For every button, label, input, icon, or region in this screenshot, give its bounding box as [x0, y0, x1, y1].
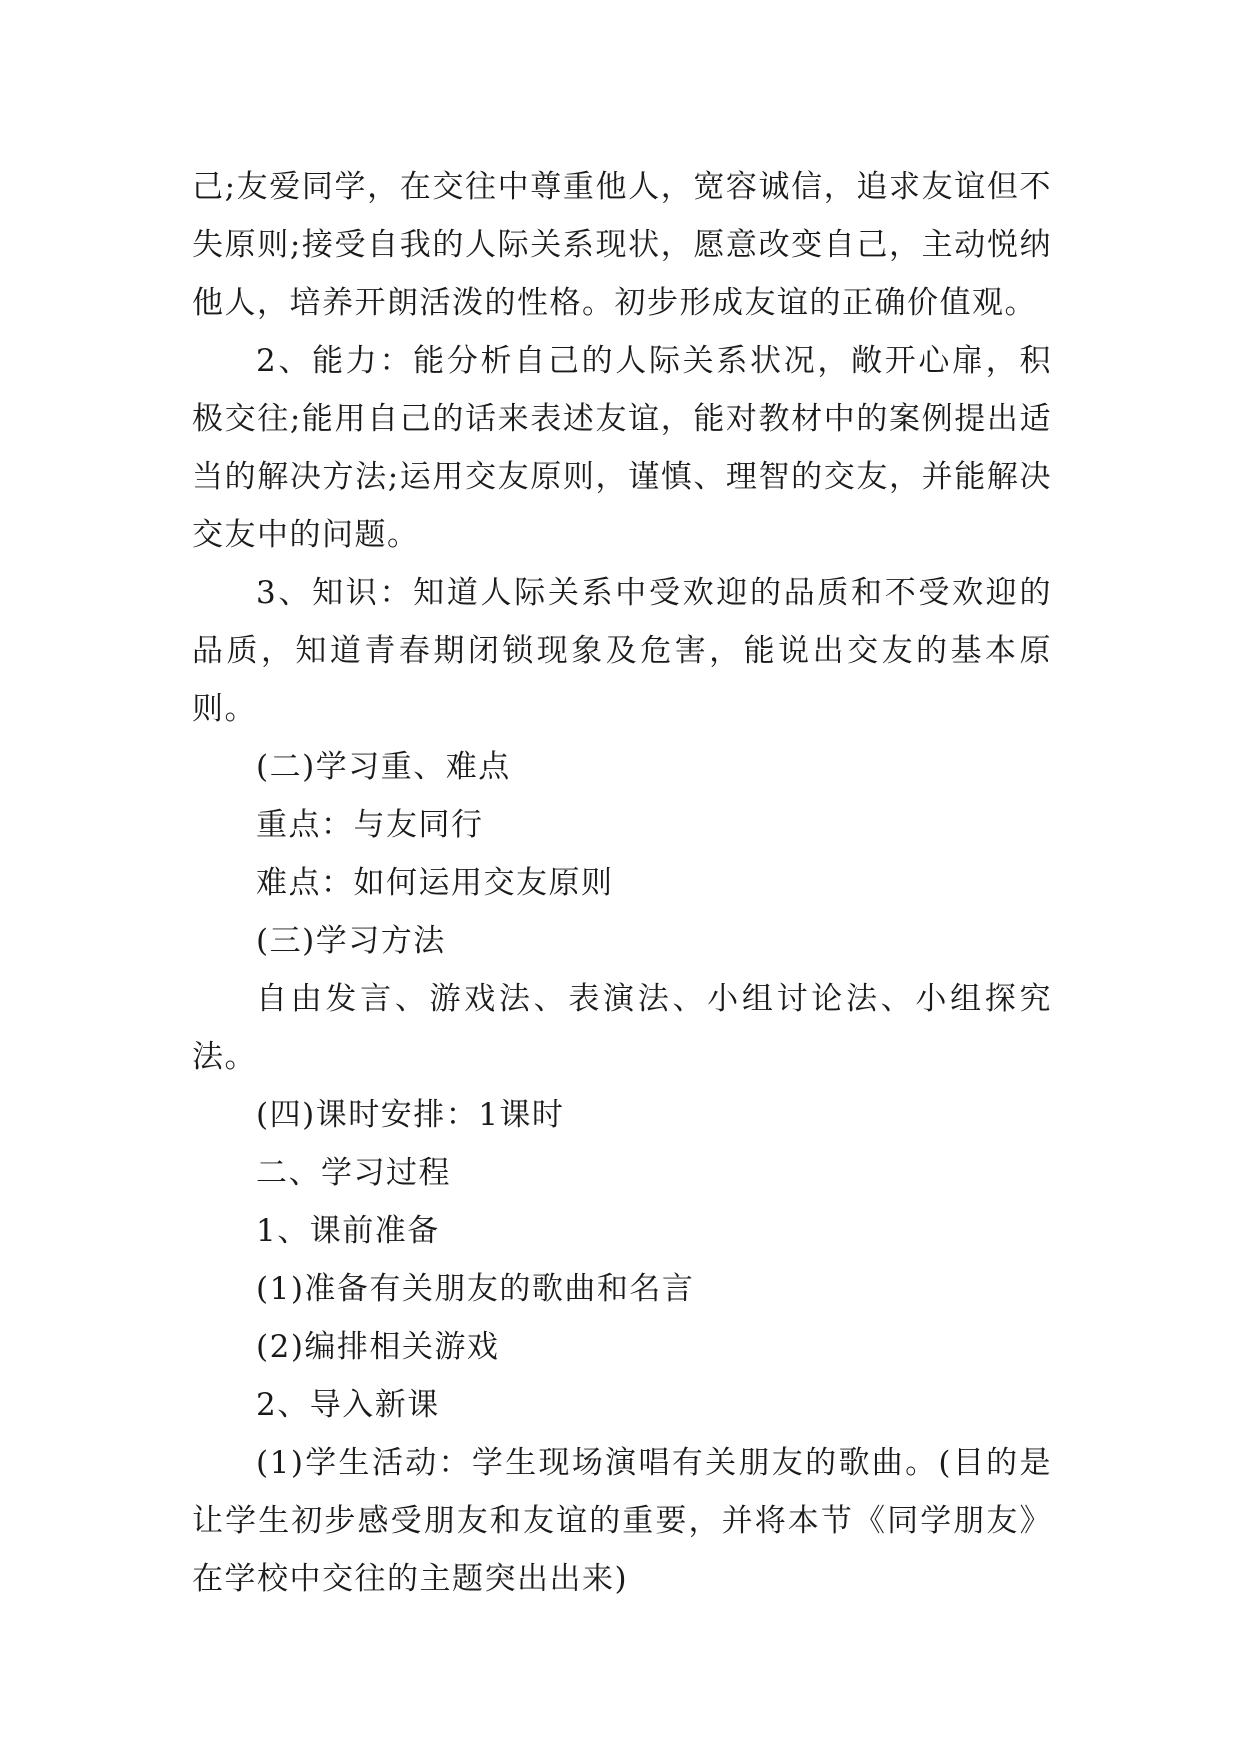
list-item-prepare-songs: (1)准备有关朋友的歌曲和名言: [256, 1271, 695, 1307]
paragraph-difficult-point: 难点：如何运用交友原则: [256, 865, 614, 901]
paragraph-class-schedule: (四)课时安排：1课时: [256, 1097, 565, 1133]
document-body: [192, 158, 1052, 1608]
paragraph-learning-methods: 自由发言、游戏法、表演法、小组讨论法、小组探究法。: [192, 981, 1052, 1075]
paragraph-key-point: 重点：与友同行: [256, 807, 484, 843]
paragraph-goals-knowledge: 3、知识：知道人际关系中受欢迎的品质和不受欢迎的品质，知道青春期闭锁现象及危害，能说出交友的基本原则。: [192, 575, 1052, 727]
heading-introduce-lesson: 2、导入新课: [256, 1387, 440, 1423]
paragraph-student-activity: (1)学生活动：学生现场演唱有关朋友的歌曲。(目的是让学生初步感受朋友和友谊的重要，并将本节《同学朋友》在学校中交往的主题突出出来): [192, 1445, 1052, 1597]
list-item-arrange-games: (2)编排相关游戏: [256, 1329, 500, 1365]
heading-pre-class-preparation: 1、课前准备: [256, 1213, 440, 1249]
heading-learning-process: 二、学习过程: [256, 1155, 451, 1191]
paragraph-goals-attitude-continued: 己;友爱同学，在交往中尊重他人，宽容诚信，追求友谊但不失原则;接受自我的人际关系现状，愿意改变自己，主动悦纳他人，培养开朗活泼的性格。初步形成友谊的正确价值观。: [192, 169, 1052, 321]
paragraph-goals-ability: 2、能力：能分析自己的人际关系状况，敞开心扉，积极交往;能用自己的话来表述友谊，能对教材中的案例提出适当的解决方法;运用交友原则，谨慎、理智的交友，并能解决交友中的问题。: [192, 343, 1052, 553]
heading-learning-methods: (三)学习方法: [256, 923, 446, 959]
heading-key-difficult-points: (二)学习重、难点: [256, 749, 511, 785]
